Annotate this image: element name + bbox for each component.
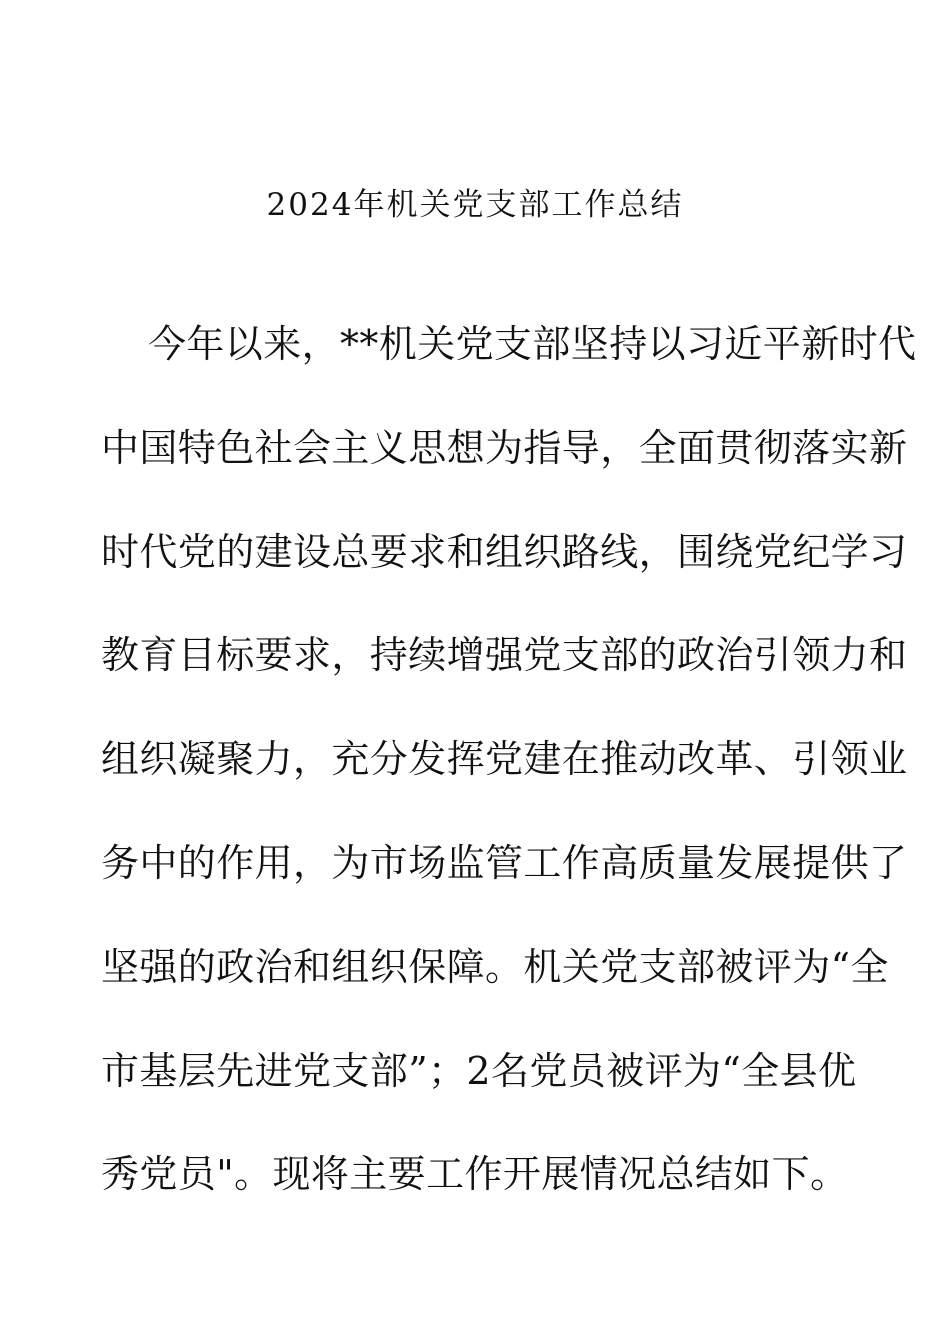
paragraph-line: 坚强的政治和组织保障。机关党支部被评为“全: [101, 944, 889, 989]
paragraph-line: 时代党的建设总要求和组织路线，围绕党纪学习: [101, 529, 908, 574]
paragraph-line: 秀党员"。现将主要工作开展情况总结如下。: [101, 1152, 849, 1197]
paragraph-line: 组织凝聚力，充分发挥党建在推动改革、引领业: [101, 737, 908, 782]
paragraph-line: 市基层先进党支部”；2名党员被评为“全县优: [101, 1048, 857, 1093]
paragraph-line: 今年以来，**机关党支部坚持以习近平新时代: [148, 322, 917, 366]
paragraph-line: 教育目标要求，持续增强党支部的政治引领力和: [101, 633, 908, 678]
paragraph-line: 中国特色社会主义思想为指导，全面贯彻落实新: [101, 425, 908, 470]
paragraph-line: 务中的作用，为市场监管工作高质量发展提供了: [101, 840, 908, 885]
intro-paragraph: [101, 314, 917, 1248]
document-title: 2024年机关党支部工作总结: [266, 187, 684, 223]
